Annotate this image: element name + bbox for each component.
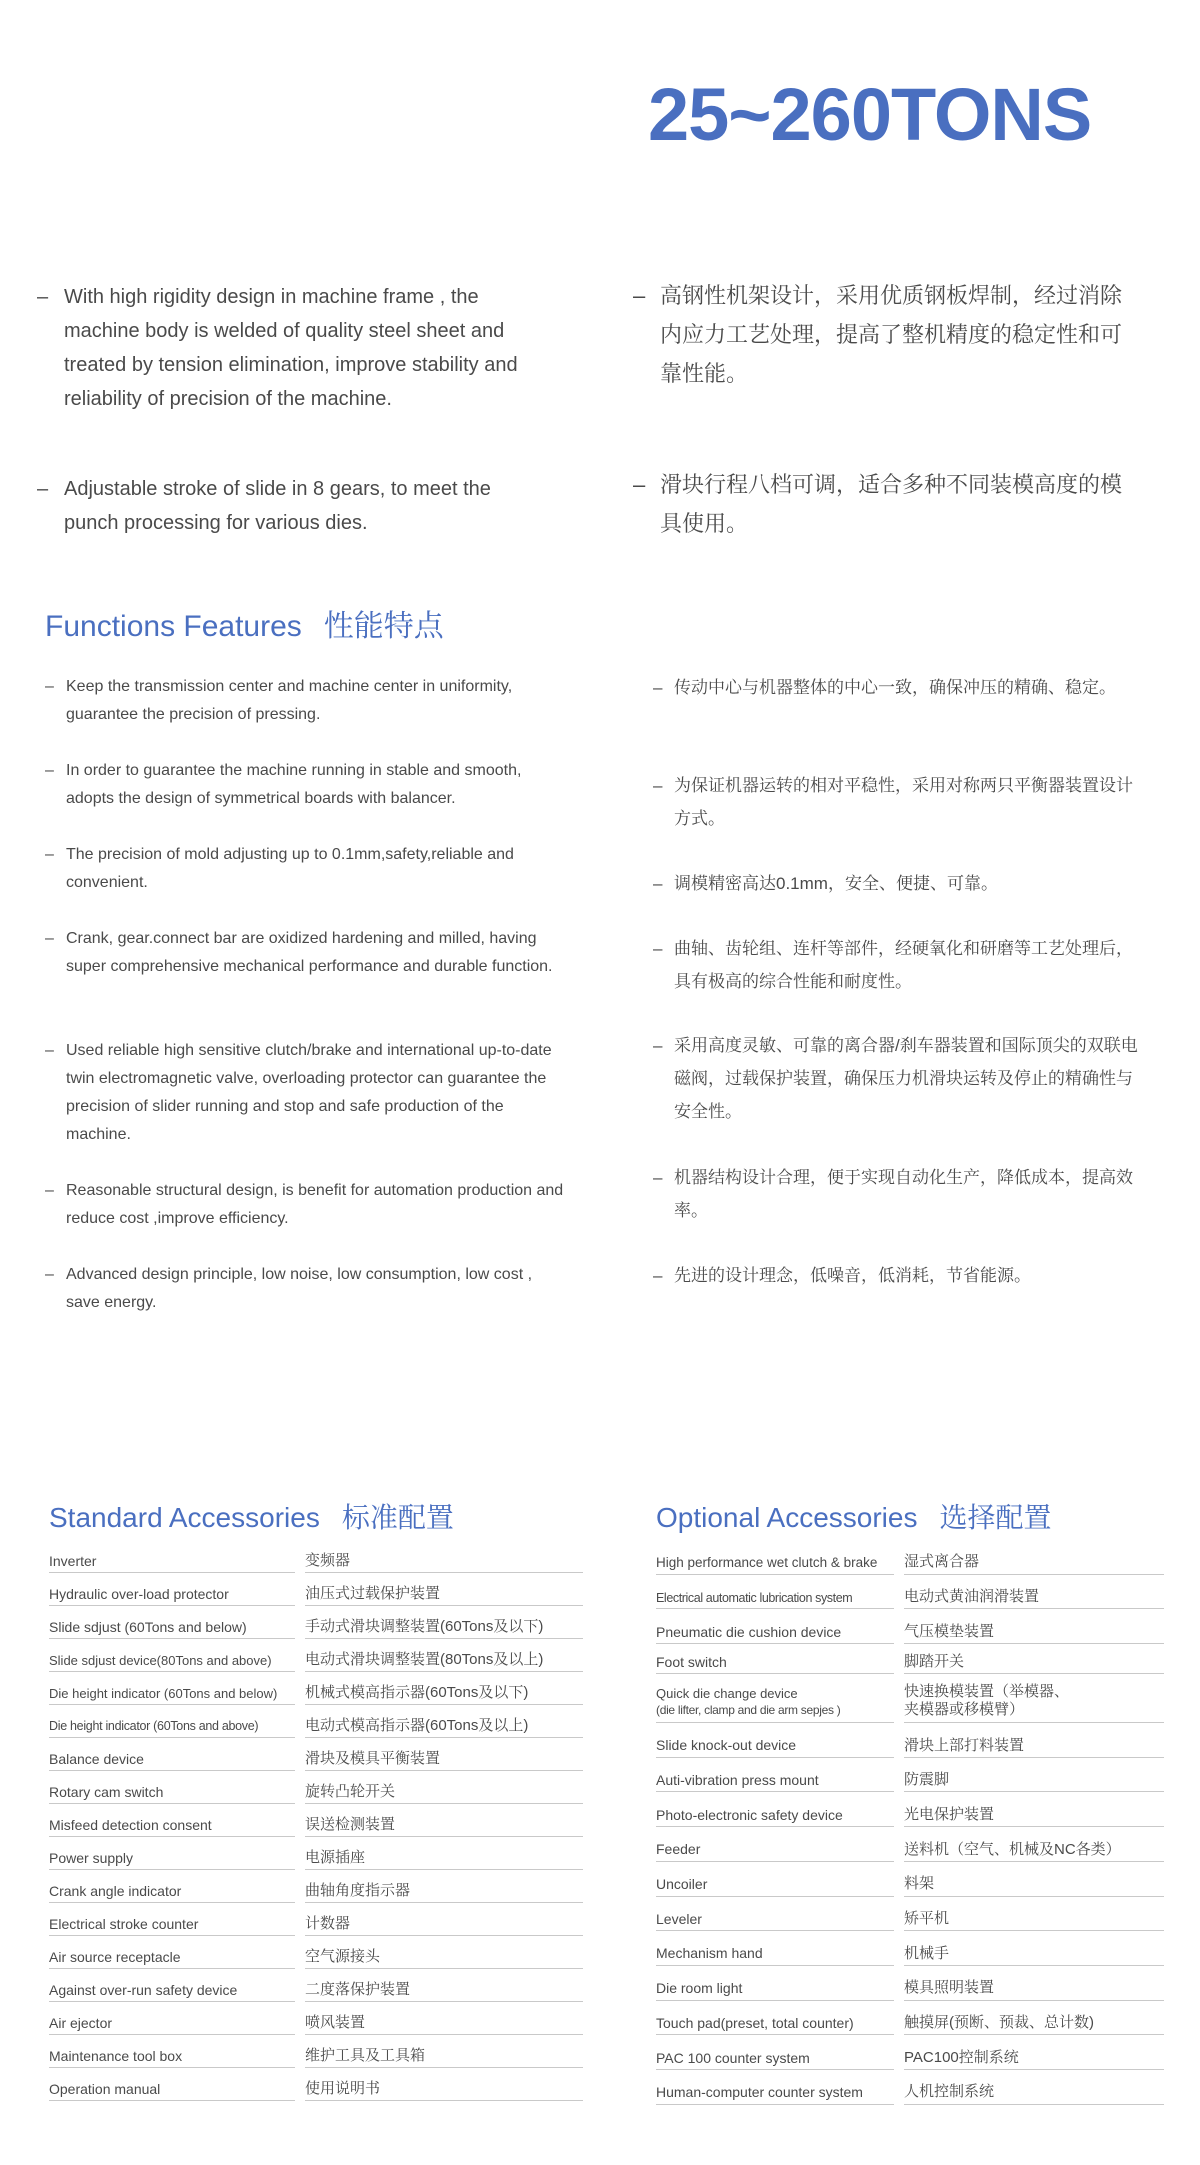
functions-heading: Functions Features 性能特点: [45, 610, 444, 643]
standard-row: Die height indicator (60Tons and below) 机械式模高指示器(60Tons及以下): [49, 1672, 583, 1705]
optional-row: Quick die change device (die lifter, clamp and die arm sepjes ) 快速换模装置（举模器、 夹模器或移模臂）: [656, 1674, 1164, 1723]
standard-row: Air ejector 喷风装置: [49, 2002, 583, 2035]
standard-row: Die height indicator (60Tons and above) 电动式模高指示器(60Tons及以上): [49, 1705, 583, 1738]
optional-row: Auti-vibration press mount 防震脚: [656, 1758, 1164, 1793]
standard-row: Slide sdjust (60Tons and below) 手动式滑块调整装置(60Tons及以下): [49, 1606, 583, 1639]
intro-en-item: – Adjustable stroke of slide in 8 gears, to meet the punch processing for various dies.: [37, 478, 491, 534]
feature-zh-item: – 为保证机器运转的相对平稳性，采用对称两只平衡器装置设计方式。: [653, 776, 1133, 828]
feature-en-item: – Keep the transmission center and machine center in uniformity, guarantee the precision of pressing.: [45, 678, 513, 723]
optional-row: Human-computer counter system 人机控制系统: [656, 2070, 1164, 2105]
optional-row: Leveler 矫平机: [656, 1897, 1164, 1932]
feature-zh-item: – 传动中心与机器整体的中心一致，确保冲压的精确、稳定。: [653, 678, 1116, 697]
feature-en-item: – The precision of mold adjusting up to 0.1mm,safety,reliable and convenient.: [45, 846, 514, 891]
optional-table: [656, 1540, 1164, 2105]
feature-en-item: – In order to guarantee the machine running in stable and smooth, adopts the design of symmetrical boards with balancer.: [45, 762, 522, 807]
standard-row: Hydraulic over-load protector 油压式过载保护装置: [49, 1573, 583, 1606]
intro-zh-block: [633, 276, 1128, 543]
standard-row: Balance device 滑块及模具平衡装置: [49, 1738, 583, 1771]
optional-row: Mechanism hand 机械手: [656, 1931, 1164, 1966]
standard-row: Slide sdjust device(80Tons and above) 电动式滑块调整装置(80Tons及以上): [49, 1639, 583, 1672]
optional-row: Touch pad(preset, total counter) 触摸屏(预断、预裁、总计数): [656, 2001, 1164, 2036]
page-title: 25~260TONS: [648, 73, 1092, 156]
feature-zh-item: – 机器结构设计合理，便于实现自动化生产，降低成本，提高效率。: [653, 1168, 1133, 1220]
standard-row: Against over-run safety device 二度落保护装置: [49, 1969, 583, 2002]
feature-zh-item: – 先进的设计理念，低噪音，低消耗，节省能源。: [653, 1266, 1031, 1285]
optional-row: Electrical automatic lubrication system 电动式黄油润滑装置: [656, 1575, 1164, 1610]
feature-en-item: – Crank, gear.connect bar are oxidized hardening and milled, having super comprehensive mechanical performance and durable function.: [45, 930, 553, 975]
optional-row: Feeder 送料机（空气、机械及NC各类）: [656, 1827, 1164, 1862]
feature-zh-item: – 采用高度灵敏、可靠的离合器/刹车器装置和国际顶尖的双联电磁阀，过载保护装置，确保压力机滑块运转及停止的精确性与安全性。: [653, 1036, 1138, 1121]
standard-table: [49, 1540, 583, 2101]
optional-row: Die room light 模具照明装置: [656, 1966, 1164, 2001]
intro-zh-item: – 高钢性机架设计，采用优质钢板焊制，经过消除内应力工艺处理，提高了整机精度的稳定性和可靠性能。: [633, 283, 1123, 386]
standard-row: Misfeed detection consent 误送检测装置: [49, 1804, 583, 1837]
standard-row: Air source receptacle 空气源接头: [49, 1936, 583, 1969]
optional-row: High performance wet clutch & brake 湿式离合器: [656, 1540, 1164, 1575]
optional-row: Foot switch 脚踏开关: [656, 1644, 1164, 1674]
optional-row: Pneumatic die cushion device 气压模垫装置: [656, 1609, 1164, 1644]
functions-zh-list: [653, 671, 1143, 1299]
standard-row: Electrical stroke counter 计数器: [49, 1903, 583, 1936]
optional-row: Photo-electronic safety device 光电保护装置: [656, 1792, 1164, 1827]
feature-zh-item: – 调模精密高达0.1mm，安全、便捷、可靠。: [653, 874, 998, 893]
optional-row: Slide knock-out device 滑块上部打料装置: [656, 1723, 1164, 1758]
feature-en-item: – Advanced design principle, low noise, low consumption, low cost , save energy.: [45, 1266, 533, 1311]
optional-heading: Optional Accessories 选择配置: [656, 1502, 1052, 1533]
intro-en-item: – With high rigidity design in machine frame , the machine body is welded of quality steel sheet and treated by tension elimination, improve stability and reliability of precision of the machine.: [37, 286, 518, 410]
intro-en-block: [37, 280, 537, 540]
standard-row: Inverter 变频器: [49, 1540, 583, 1573]
standard-row: Power supply 电源插座: [49, 1837, 583, 1870]
standard-row: Maintenance tool box 维护工具及工具箱: [49, 2035, 583, 2068]
optional-row: PAC 100 counter system PAC100控制系统: [656, 2035, 1164, 2070]
functions-en-list: [45, 673, 565, 1321]
standard-row: Operation manual 使用说明书: [49, 2068, 583, 2101]
feature-en-item: – Used reliable high sensitive clutch/brake and international up-to-date twin electromagnetic valve, overloading protector can guarantee the precision of slider running and stop and safe production of the machine.: [45, 1042, 552, 1143]
feature-en-item: – Reasonable structural design, is benefit for automation production and reduce cost ,improve efficiency.: [45, 1182, 564, 1227]
standard-row: Crank angle indicator 曲轴角度指示器: [49, 1870, 583, 1903]
optional-row: Uncoiler 料架: [656, 1862, 1164, 1897]
standard-row: Rotary cam switch 旋转凸轮开关: [49, 1771, 583, 1804]
feature-zh-item: – 曲轴、齿轮组、连杆等部件，经硬氧化和研磨等工艺处理后，具有极高的综合性能和耐度性。: [653, 939, 1133, 991]
intro-zh-item: – 滑块行程八档可调，适合多种不同装模高度的模具使用。: [633, 472, 1123, 536]
standard-heading: Standard Accessories 标准配置: [49, 1502, 454, 1533]
